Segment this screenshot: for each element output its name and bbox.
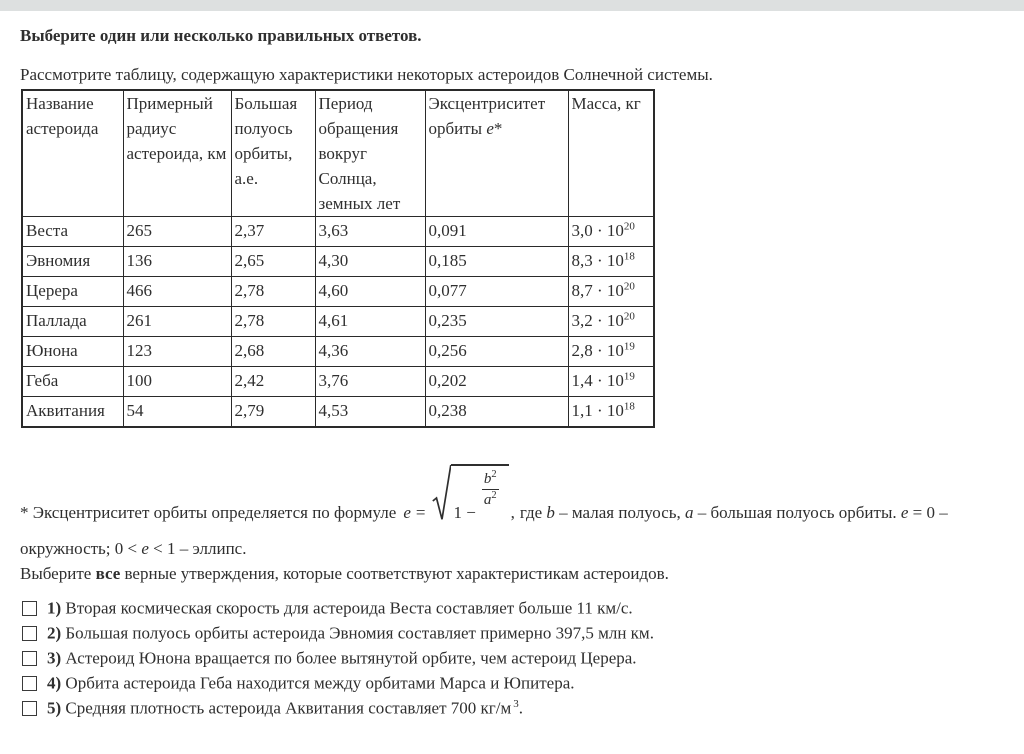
select-all-instruction: Выберите все верные утверждения, которые соответствуют характеристикам астероидов. [20, 564, 669, 583]
cell-radius: 265 [123, 217, 231, 247]
cell-radius: 136 [123, 247, 231, 277]
answer-option-1[interactable] [22, 600, 656, 616]
radical-sign-icon [432, 464, 451, 521]
table-row-hebe [22, 367, 654, 397]
col-header-mass: Масса, кг [568, 90, 654, 217]
cell-period: 4,36 [315, 337, 425, 367]
cell-name: Юнона [22, 337, 123, 367]
table-row-pallas [22, 307, 654, 337]
option-4-checkbox[interactable] [22, 676, 37, 691]
option-5-label: 5) Средняя плотность астероида Аквитания составляет 700 кг/м $^3$. [47, 697, 523, 718]
cell-semimajor: 2,42 [231, 367, 315, 397]
cell-semimajor: 2,78 [231, 277, 315, 307]
cell-mass: $3,0 \cdot 10^{20}$ [568, 217, 654, 247]
option-2-label: 2) Большая полуось орбиты астероида Эвномия составляет примерно 397,5 млн км. [47, 623, 654, 643]
option-3-label: 3) Астероид Юнона вращается по более вытянутой орбите, чем астероид Церера. [47, 648, 637, 668]
footnote-prefix: * Эксцентриситет орбиты определяется по формуле [20, 503, 397, 522]
cell-radius: 54 [123, 397, 231, 427]
cell-eccentricity: 0,256 [425, 337, 568, 367]
col-header-semimajor-axis: Большая полуось орбиты, а.е. [231, 90, 315, 217]
question-prompt: Выберите один или несколько правильных ответов. [20, 26, 422, 45]
cell-eccentricity: 0,091 [425, 217, 568, 247]
cell-semimajor: 2,37 [231, 217, 315, 247]
cell-eccentricity: 0,202 [425, 367, 568, 397]
footnote-where-text: где b – малая полуось, a – большая полуось орбиты. e = 0 – [519, 503, 948, 522]
cell-name: Веста [22, 217, 123, 247]
cell-period: 3,76 [315, 367, 425, 397]
cell-period: 3,63 [315, 217, 425, 247]
option-1-checkbox[interactable] [22, 601, 37, 616]
option-4-label: 4) Орбита астероида Геба находится между орбитами Марса и Юпитера. [47, 673, 575, 693]
cell-period: 4,60 [315, 277, 425, 307]
cell-radius: 100 [123, 367, 231, 397]
cell-mass: $1,1 \cdot 10^{18}$ [568, 397, 654, 427]
cell-radius: 466 [123, 277, 231, 307]
cell-name: Геба [22, 367, 123, 397]
eccentricity-formula: e = 1 − $\frac{b^2}{a^2}$ [403, 461, 508, 523]
cell-mass: $3,2 \cdot 10^{20}$ [568, 307, 654, 337]
cell-period: 4,61 [315, 307, 425, 337]
cell-name: Церера [22, 277, 123, 307]
eccentricity-footnote-line1: * Эксцентриситет орбиты определяется по формуле e = 1 − $\frac{b^2}{a^2}$ , где b – малая полуось, a – большая полуось орбиты. e = 0 – [20, 461, 1020, 523]
cell-mass: $2,8 \cdot 10^{19}$ [568, 337, 654, 367]
cell-semimajor: 2,78 [231, 307, 315, 337]
option-3-checkbox[interactable] [22, 651, 37, 666]
cell-radius: 261 [123, 307, 231, 337]
table-header-row [22, 90, 654, 217]
cell-name: Паллада [22, 307, 123, 337]
cell-name: Эвномия [22, 247, 123, 277]
answer-option-2[interactable] [22, 625, 656, 641]
answer-option-3[interactable] [22, 650, 656, 666]
table-row-juno [22, 337, 654, 367]
table-intro-text: Рассмотрите таблицу, содержащую характеристики некоторых астероидов Солнечной системы. [20, 65, 713, 84]
table-row-ceres [22, 277, 654, 307]
eccentricity-footnote-line2: окружность; 0 < e < 1 – эллипс. [20, 539, 247, 558]
top-gray-bar [0, 0, 1024, 11]
option-1-label: 1) Вторая космическая скорость для астероида Веста составляет больше 11 км/с. [47, 598, 633, 618]
col-header-period: Период обращения вокруг Солнца, земных лет [315, 90, 425, 217]
option-5-checkbox[interactable] [22, 701, 37, 716]
cell-eccentricity: 0,077 [425, 277, 568, 307]
cell-semimajor: 2,79 [231, 397, 315, 427]
cell-eccentricity: 0,235 [425, 307, 568, 337]
cell-semimajor: 2,65 [231, 247, 315, 277]
cell-semimajor: 2,68 [231, 337, 315, 367]
cell-period: 4,53 [315, 397, 425, 427]
cell-period: 4,30 [315, 247, 425, 277]
cell-mass: $1,4 \cdot 10^{19}$ [568, 367, 654, 397]
asteroid-characteristics-table [21, 89, 655, 428]
cell-mass: $8,7 \cdot 10^{20}$ [568, 277, 654, 307]
square-root: 1 − $\frac{b^2}{a^2}$ [432, 464, 508, 521]
option-2-checkbox[interactable] [22, 626, 37, 641]
table-row-aquitania [22, 397, 654, 427]
cell-radius: 123 [123, 337, 231, 367]
col-header-radius: Примерный радиус астероида, км [123, 90, 231, 217]
cell-mass: $8,3 \cdot 10^{18}$ [568, 247, 654, 277]
fraction-b2-over-a2: $\frac{b^2}{a^2}$ [483, 469, 497, 508]
answer-options-list [22, 600, 656, 716]
cell-eccentricity: 0,185 [425, 247, 568, 277]
cell-name: Аквитания [22, 397, 123, 427]
answer-option-5[interactable] [22, 697, 656, 718]
col-header-name: Название астероида [22, 90, 123, 217]
col-header-eccentricity: Эксцентриситет орбиты e* [425, 90, 568, 217]
table-row-eunomia [22, 247, 654, 277]
table-row-vesta [22, 217, 654, 247]
cell-eccentricity: 0,238 [425, 397, 568, 427]
answer-option-4[interactable] [22, 675, 656, 691]
